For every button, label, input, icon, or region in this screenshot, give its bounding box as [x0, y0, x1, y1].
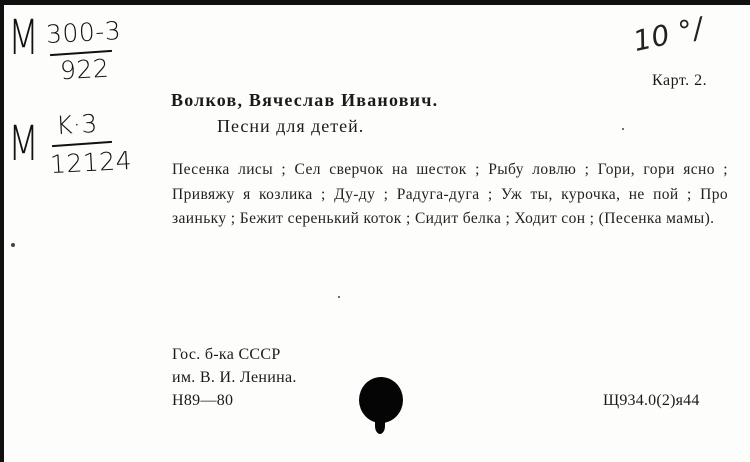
ink-speck — [11, 243, 15, 247]
punch-hole-tail — [375, 418, 385, 434]
punch-hole — [359, 377, 403, 423]
handwritten-callnum-top: 300-3 — [45, 16, 122, 49]
card-left-border — [0, 0, 4, 462]
card-number: Карт. 2. — [652, 72, 708, 89]
handwritten-divider-bottom — [52, 141, 112, 147]
handwritten-m-bottom: M — [8, 116, 40, 172]
library-line-3: Н89—80 — [172, 392, 234, 409]
handwritten-callnum-bottom-bottom: 12124 — [49, 145, 133, 180]
ink-speck — [338, 296, 340, 298]
library-line-2: им. В. И. Ленина. — [172, 369, 297, 386]
handwritten-callnum-bottom: K·3 — [55, 108, 99, 141]
ink-speck — [622, 128, 624, 130]
card-top-border — [0, 0, 750, 5]
library-line-1: Гос. б-ка СССР — [172, 346, 281, 363]
author-heading: Волков, Вячеслав Иванович. — [171, 90, 439, 110]
handwritten-callnum-top-bottom: 922 — [59, 53, 110, 86]
handwritten-note: 10 °/ — [630, 11, 707, 58]
handwritten-m-top: M — [8, 10, 40, 66]
contents-note: Песенка лисы ; Сел сверчок на шесток ; Рыбу ловлю ; Гори, гори ясно ; Привяжу я козлика ; Ду-ду ; Радуга-дуга ; Уж ты, курочка, не пой ; Про заиньку ; Бежит серенький коток ; Сидит белка ; Ходит сон ; (Песенка мамы). — [172, 161, 728, 227]
book-title: Песни для детей. — [217, 116, 365, 136]
classification-code: Щ934.0(2)я44 — [603, 392, 700, 409]
library-stamp — [172, 343, 297, 412]
